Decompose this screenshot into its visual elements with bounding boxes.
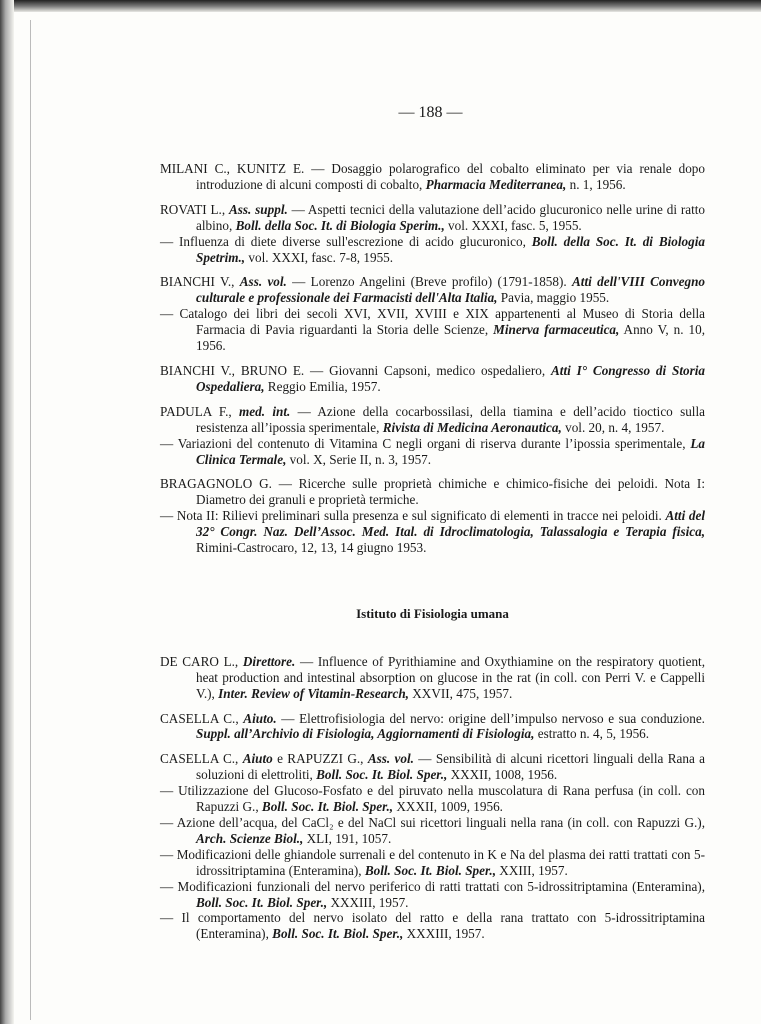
bibliography-entry bbox=[160, 202, 705, 234]
entry-text: BRAGAGNOLO G. — Ricerche sulle proprietà chimiche e chimico-fisiche dei peloidi. Nota I: Diametro dei granuli e proprietà termiche. bbox=[160, 476, 705, 508]
publication-title: Arch. Scienze Biol., bbox=[196, 830, 304, 846]
entry-text: XXXIII, 1957. bbox=[327, 894, 409, 910]
entry-text: — Azione della cocarbossilasi, della tiamina e dell’acido tioctico sulla resistenza all’ipossia sperimentale, bbox=[196, 403, 705, 435]
entry-group bbox=[160, 476, 705, 556]
entry-text: Rimini-Castrocaro, 12, 13, 14 giugno 1953. bbox=[196, 540, 427, 556]
entry-text: — Modificazioni delle ghiandole surrenali e del contenuto in K e Na del plasma dei ratti trattati con 5-idrossitriptamina (Enteramina), bbox=[160, 846, 705, 878]
publication-title: Ass. vol. bbox=[239, 274, 287, 290]
entry-text: — Azione dell’acqua, del CaCl₂ e del NaCl sui ricettori linguali nella rana (in coll. con Rapuzzi G.), bbox=[160, 815, 705, 830]
entry-text: — Lorenzo Angelini (Breve profilo) (1791-1858). bbox=[286, 274, 573, 290]
entry-text: CASELLA C., bbox=[160, 751, 243, 767]
publication-title: Suppl. all’Archivio di Fisiologia, Aggiornamenti di Fisiologia, bbox=[196, 726, 535, 742]
entry-text: XXXII, 1009, 1956. bbox=[393, 799, 503, 815]
publication-title: Minerva farmaceutica, bbox=[493, 322, 620, 338]
entry-text: n. 1, 1956. bbox=[566, 176, 626, 192]
bibliography-entry bbox=[160, 436, 705, 468]
entry-text: vol. X, Serie II, n. 3, 1957. bbox=[286, 451, 432, 467]
entry-group bbox=[160, 654, 705, 702]
entry-text: — Catalogo dei libri dei secoli XVI, XVII, XVIII e XIX appartenenti al Museo di Storia della Farmacia di Pavia riguardanti la Storia delle Scienze, bbox=[160, 306, 705, 338]
section-heading: Istituto di Fisiologia umana bbox=[356, 605, 509, 621]
bibliography bbox=[160, 161, 705, 942]
publication-title: Pharmacia Mediterranea, bbox=[425, 176, 567, 192]
entry-group bbox=[160, 202, 705, 266]
entry-text: DE CARO L., bbox=[160, 653, 243, 669]
publication-title: Boll. Soc. It. Biol. Sper., bbox=[272, 926, 404, 942]
entry-text: — Utilizzazione del Glucoso-Fosfato e del piruvato nella muscolatura di Rana perfusa (in coll. con Rapuzzi G., bbox=[160, 783, 705, 815]
bibliography-entry bbox=[160, 161, 705, 193]
publication-title: Boll. Soc. It. Biol. Sper., bbox=[316, 767, 448, 783]
publication-title: Boll. della Soc. It. di Biologia Sperim., bbox=[235, 217, 445, 233]
entry-text: ROVATI L., bbox=[160, 201, 229, 217]
publication-title: La Clinica Termale, bbox=[196, 435, 705, 467]
entry-group bbox=[160, 161, 705, 193]
entry-text: — Nota II: Rilievi preliminari sulla presenza e sul significato di elementi in tracce nei peloidi. bbox=[160, 508, 666, 524]
entry-text: — Variazioni del contenuto di Vitamina C negli organi di riserva durante l’ipossia sperimentale, bbox=[160, 435, 691, 451]
entry-group bbox=[160, 404, 705, 468]
bibliography-entry bbox=[160, 815, 705, 847]
entry-text: BIANCHI V., BRUNO E. — Giovanni Capsoni, medico ospedaliero, bbox=[160, 362, 551, 378]
bibliography-entry bbox=[160, 654, 705, 702]
publication-title: Aiuto. bbox=[243, 710, 277, 726]
entry-text: Reggio Emilia, 1957. bbox=[264, 378, 381, 394]
publication-title: Boll. Soc. It. Biol. Sper., bbox=[261, 799, 394, 815]
entry-group bbox=[160, 751, 705, 942]
entry-text: Anno V, n. 10, 1956. bbox=[196, 322, 705, 354]
entry-text: BIANCHI V., bbox=[160, 274, 240, 290]
entry-text: Pavia, maggio 1955. bbox=[497, 290, 610, 306]
entry-text: — Il comportamento del nervo isolato del ratto e della rana trattato con 5-idrossitriptamina (Enteramina), bbox=[160, 910, 705, 942]
bibliography-section-a bbox=[160, 161, 705, 556]
entry-text: XXVII, 475, 1957. bbox=[408, 685, 513, 701]
scan-binding-line bbox=[30, 20, 31, 1020]
entry-text: XXXII, 1008, 1956. bbox=[447, 767, 558, 783]
entry-text: vol. XXXI, fasc. 7-8, 1955. bbox=[245, 249, 394, 265]
entry-text: — Sensibilità di alcuni ricettori linguali della Rana a soluzioni di elettroliti, bbox=[196, 751, 706, 783]
bibliography-entry bbox=[160, 476, 705, 508]
entry-text: vol. XXXI, fasc. 5, 1955. bbox=[444, 217, 582, 233]
bibliography-entry bbox=[160, 879, 705, 911]
publication-title: Boll. Soc. It. Biol. Sper., bbox=[364, 862, 496, 878]
bibliography-entry bbox=[160, 508, 705, 556]
publication-title: Boll. Soc. It. Biol. Sper., bbox=[196, 894, 328, 910]
entry-text: e RAPUZZI G., bbox=[272, 751, 368, 767]
entry-text: — Elettrofisiologia del nervo: origine dell’impulso nervoso e sua conduzione. bbox=[276, 710, 705, 726]
publication-title: Direttore. bbox=[242, 653, 296, 669]
bibliography-entry bbox=[160, 404, 705, 436]
entry-text: — Modificazioni funzionali del nervo periferico di ratti trattati con 5-idrossitriptamina (Enteramina), bbox=[160, 878, 705, 894]
scan-edge-left bbox=[0, 0, 14, 1024]
entry-text: vol. 20, n. 4, 1957. bbox=[561, 419, 665, 435]
bibliography-entry bbox=[160, 751, 705, 783]
entry-text: XXXIII, 1957. bbox=[403, 926, 485, 942]
bibliography-entry bbox=[160, 274, 705, 306]
bibliography-entry bbox=[160, 910, 705, 942]
entry-text: estratto n. 4, 5, 1956. bbox=[534, 726, 650, 742]
entry-text: XLI, 191, 1057. bbox=[303, 830, 392, 846]
entry-text: PADULA F., bbox=[160, 403, 240, 419]
entry-text: MILANI C., KUNITZ E. — Dosaggio polarografico del cobalto eliminato per via renale dopo introduzione di alcuni composti di cobalto, bbox=[160, 161, 705, 192]
bibliography-entry bbox=[160, 847, 705, 879]
page-number: — 188 — bbox=[398, 104, 463, 121]
scan-edge-top bbox=[0, 0, 761, 12]
entry-text: — Aspetti tecnici della valutazione dell’acido glucuronico nelle urine di ratto albino, bbox=[196, 201, 705, 233]
entry-group bbox=[160, 274, 705, 354]
publication-title: Atti I° Congresso di Storia Ospedaliera, bbox=[196, 362, 706, 394]
entry-text: — Influence of Pyrithiamine and Oxythiamine on the respiratory quotient, heat production and intestinal absorption on glucose in the rat (in coll. con Perri V. e Cappelli V.), bbox=[196, 653, 705, 701]
publication-title: Inter. Review of Vitamin-Research, bbox=[218, 685, 409, 701]
entry-group bbox=[160, 711, 705, 743]
publication-title: Atti dell'VIII Convegno culturale e professionale dei Farmacisti dell'Alta Italia, bbox=[196, 274, 706, 306]
publication-title: Ass. suppl. bbox=[228, 201, 288, 217]
bibliography-entry bbox=[160, 306, 705, 354]
bibliography-entry bbox=[160, 711, 705, 743]
entry-text: — Influenza di diete diverse sull'escrezione di acido glucuronico, bbox=[160, 233, 532, 249]
bibliography-section-b bbox=[160, 654, 705, 942]
bibliography-entry bbox=[160, 234, 705, 266]
entry-text: CASELLA C., bbox=[160, 710, 244, 726]
publication-title: Ass. vol. bbox=[367, 751, 414, 767]
entry-group bbox=[160, 363, 705, 395]
publication-title: Boll. della Soc. It. di Biologia Spetrim., bbox=[196, 233, 705, 265]
publication-title: Rivista di Medicina Aeronautica, bbox=[382, 419, 562, 435]
bibliography-entry bbox=[160, 783, 705, 815]
bibliography-entry bbox=[160, 363, 705, 395]
entry-text: XXIII, 1957. bbox=[496, 862, 568, 878]
publication-title: med. int. bbox=[239, 403, 291, 419]
publication-title: Atti del 32° Congr. Naz. Dell’Assoc. Med. Ital. di Idroclimatologia, Talassalogia e Terapia fisica, bbox=[196, 508, 705, 540]
publication-title: Aiuto bbox=[242, 751, 273, 767]
